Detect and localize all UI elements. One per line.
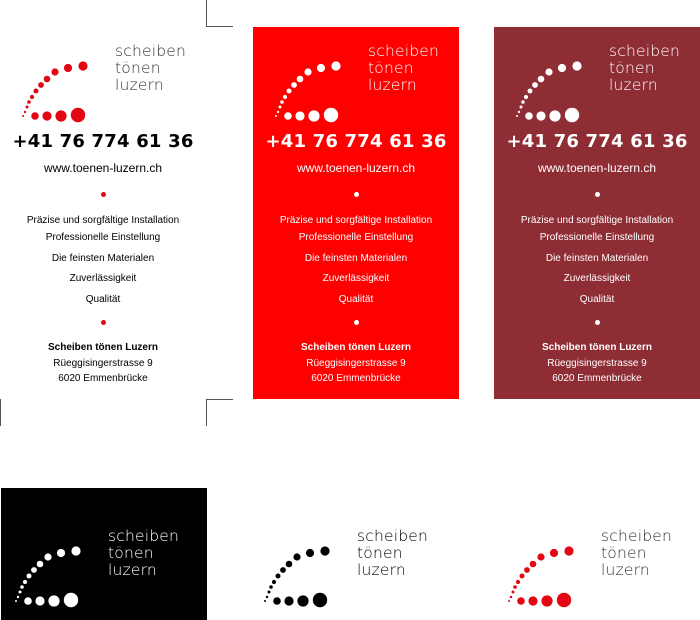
logo-wordmark [115,43,186,94]
separator-dot-icon [354,192,359,197]
separator-dot-icon [595,320,600,325]
feature-item: Qualität [338,294,374,305]
logo-dot [520,574,525,579]
logo-dot [313,593,327,607]
logo-dot [51,68,58,75]
logo-dot [520,106,523,109]
street-address: Rüeggisingerstrasse 9 [306,357,406,369]
business-card-burgundy [494,27,700,399]
logo-dot [24,597,32,605]
logo-dot [34,89,39,94]
wordmark-line-3: luzern [108,561,157,579]
brand-logo [259,524,449,604]
logo-dot [31,112,39,120]
dot-arc-logo-icon [259,524,349,604]
address-block [494,340,700,387]
logo-dot [538,76,545,83]
street-address: Rüeggisingerstrasse 9 [547,357,647,369]
logo-dot [324,108,338,122]
logo-wordmark [609,43,680,94]
logo-variant-red-on-white [494,488,700,620]
crop-mark [206,0,207,27]
logo-dot [306,549,314,557]
logo-dot [331,61,340,70]
wordmark-line-3: luzern [601,561,650,579]
wordmark-line-1: scheiben [108,527,180,545]
logo-wordmark [601,528,672,579]
wordmark-line-1: scheiben [368,42,440,60]
wordmark-line-3: luzern [609,76,658,94]
logo-dot [308,110,319,121]
website-url: www.toenen-luzern.ch [296,161,416,175]
logo-dot [23,580,27,584]
logo-variant-black-background [1,488,207,620]
logo-dot [525,112,533,120]
logo-dot [537,553,544,560]
logo-dot [37,561,44,568]
logo-dot [304,68,311,75]
logo-dot [516,580,520,584]
wordmark-line-2: tönen [108,544,154,562]
company-name: Scheiben tönen Luzern [541,342,652,353]
feature-item: Qualität [85,294,121,305]
logo-dot [524,95,528,99]
logo-dot [64,593,78,607]
logo-dot [266,596,268,598]
wordmark-line-1: scheiben [115,42,187,60]
brand-logo [17,39,207,119]
city-address: 6020 Emmenbrücke [552,373,642,384]
logo-wordmark [108,528,179,579]
logo-dot [71,546,80,555]
logo-wordmark [368,43,439,94]
dot-arc-logo-icon [10,524,100,604]
website-url: www.toenen-luzern.ch [43,161,163,175]
logo-dot [550,549,558,557]
logo-wordmark [357,528,428,579]
logo-dot [30,95,34,99]
wordmark-line-2: tönen [357,544,403,562]
feature-item: Die feinsten Materialen [545,253,649,264]
wordmark-line-2: tönen [115,59,161,77]
feature-item: Qualität [579,294,615,305]
company-name: Scheiben tönen Luzern [300,342,411,353]
feature-item: Präzise und sorgfältige Installation [279,215,433,226]
logo-dot [549,110,560,121]
logo-dot [295,111,304,120]
address-block [0,340,206,387]
crop-mark [0,399,1,426]
phone-number: +41 76 774 61 36 [12,131,194,152]
separator-dot-icon [101,192,106,197]
logo-dot [297,76,304,83]
feature-item: Professionelle Einstellung [45,232,161,243]
wordmark-line-3: luzern [115,76,164,94]
logo-dot [275,115,277,117]
logo-dot [524,567,530,573]
street-address: Rüeggisingerstrasse 9 [53,357,153,369]
brand-logo [503,524,693,604]
address-block [253,340,459,387]
company-name: Scheiben tönen Luzern [47,342,158,353]
logo-dot [27,100,31,104]
dot-arc-logo-icon [511,39,601,119]
logo-dot [22,115,24,117]
city-address: 6020 Emmenbrücke [311,373,401,384]
logo-dot [44,76,51,83]
logo-dot [521,100,525,104]
logo-dot [287,89,292,94]
crop-mark [206,26,233,27]
logo-dot [557,593,571,607]
logo-dot [264,600,266,602]
phone-number: +41 76 774 61 36 [506,131,688,152]
logo-dot [31,567,37,573]
logo-dot [269,585,273,589]
logo-dot [510,596,512,598]
logo-dot [528,596,537,605]
logo-dot [513,585,517,589]
logo-dot [17,596,19,598]
logo-dot [48,595,59,606]
logo-dot [564,546,573,555]
feature-item: Die feinsten Materialen [51,253,155,264]
logo-dot [565,108,579,122]
separator-dot-icon [101,320,106,325]
logo-dot [541,595,552,606]
separator-dot-icon [595,192,600,197]
feature-item: Präzise und sorgfältige Installation [520,215,674,226]
wordmark-line-1: scheiben [601,527,673,545]
logo-dot [78,61,87,70]
logo-dot [284,596,293,605]
logo-dot [280,567,286,573]
logo-dot [291,82,297,88]
dot-arc-logo-icon [17,39,107,119]
separator-dot-icon [354,320,359,325]
logo-dot [44,553,51,560]
logo-dot [512,591,515,594]
logo-dot [38,82,44,88]
feature-item: Die feinsten Materialen [304,253,408,264]
logo-dot [64,64,72,72]
business-card-white [0,27,206,399]
crop-mark [206,399,233,400]
logo-dot [272,580,276,584]
logo-dot [317,64,325,72]
logo-dot [528,89,533,94]
logo-dot [516,115,518,117]
brand-logo [511,39,700,119]
website-url: www.toenen-luzern.ch [537,161,657,175]
wordmark-line-3: luzern [357,561,406,579]
feature-item: Zuverlässigkeit [69,273,137,284]
logo-dot [532,82,538,88]
feature-item: Professionelle Einstellung [298,232,414,243]
logo-dot [57,549,65,557]
feature-item: Präzise und sorgfältige Installation [26,215,180,226]
wordmark-line-2: tönen [609,59,655,77]
logo-dot [530,561,537,568]
logo-dot [572,61,581,70]
wordmark-line-2: tönen [601,544,647,562]
logo-dot [286,561,293,568]
logo-dot [320,546,329,555]
logo-dot [508,600,510,602]
feature-item: Zuverlässigkeit [322,273,390,284]
logo-dot [268,591,271,594]
logo-dot [26,106,29,109]
phone-number: +41 76 774 61 36 [265,131,447,152]
logo-dot [283,95,287,99]
logo-dot [71,108,85,122]
logo-dot [19,591,22,594]
logo-dot [517,597,525,605]
logo-dot [280,100,284,104]
logo-dot [276,574,281,579]
logo-dot [545,68,552,75]
wordmark-line-1: scheiben [357,527,429,545]
dot-arc-logo-icon [270,39,360,119]
logo-dot [35,596,44,605]
logo-dot [518,111,520,113]
logo-dot [536,111,545,120]
crop-mark [206,399,207,426]
logo-dot [558,64,566,72]
logo-dot [273,597,281,605]
logo-dot [42,111,51,120]
logo-dot [279,106,282,109]
feature-item: Zuverlässigkeit [563,273,631,284]
logo-variant-black-on-white [250,488,456,620]
logo-dot [27,574,32,579]
logo-dot [277,111,279,113]
logo-dot [284,112,292,120]
dot-arc-logo-icon [503,524,593,604]
business-card-red [253,27,459,399]
city-address: 6020 Emmenbrücke [58,373,148,384]
logo-dot [15,600,17,602]
wordmark-line-3: luzern [368,76,417,94]
logo-dot [24,111,26,113]
wordmark-line-1: scheiben [609,42,681,60]
brand-logo [10,524,200,604]
logo-dot [55,110,66,121]
brand-logo [270,39,460,119]
wordmark-line-2: tönen [368,59,414,77]
logo-dot [297,595,308,606]
logo-dot [20,585,24,589]
feature-item: Professionelle Einstellung [539,232,655,243]
logo-dot [293,553,300,560]
